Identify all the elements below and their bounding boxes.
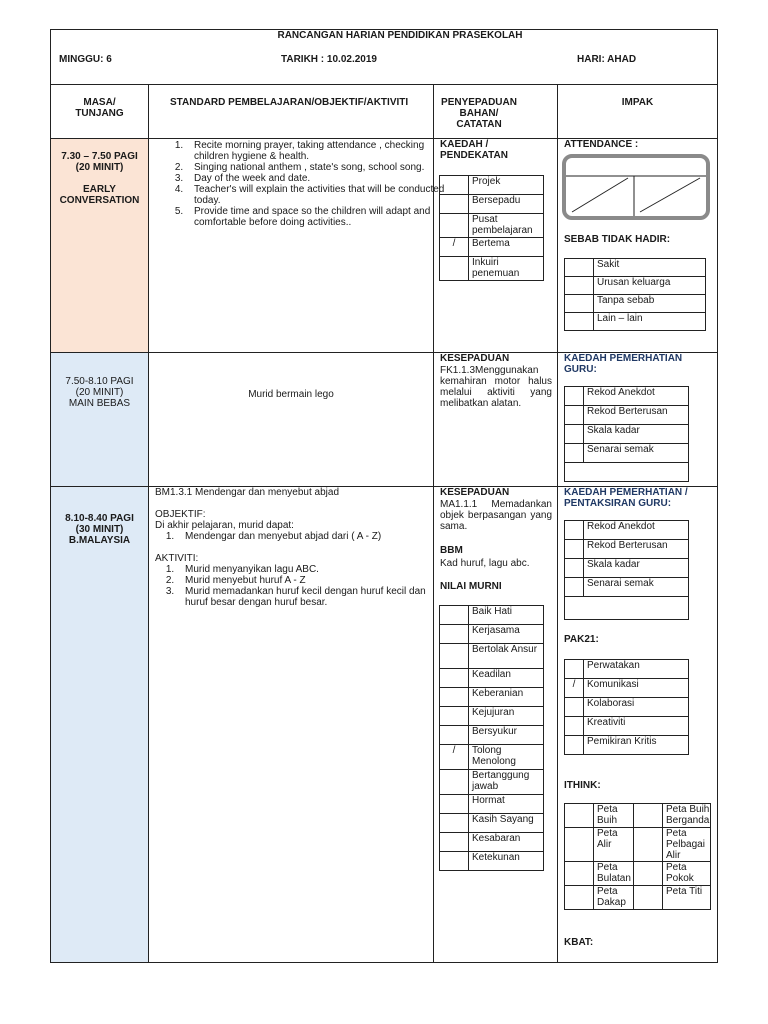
table-cell: Peta Pelbagai Alir (663, 828, 711, 862)
table-cell: Skala kadar (584, 425, 689, 444)
kaedah-pemerhatian-label: KAEDAH PEMERHATIAN GURU: (564, 353, 683, 375)
kbat-label: KBAT: (564, 937, 594, 948)
table-cell: Bertanggung jawab (469, 770, 544, 795)
row1-activity-list (162, 140, 454, 228)
values-table: Baik Hati Kerjasama Bertolak Ansur Keadilan Keberanian Kejujuran Bersyukur / Tolong Menolong Bertanggung jawab Hormat Kasih Sayang Kesabaran Ketekunan (439, 605, 544, 871)
table-cell: Hormat (469, 795, 544, 814)
table-cell: Kejujuran (469, 707, 544, 726)
col-standard-header: STANDARD PEMBELAJARAN/OBJEKTIF/AKTIVITI (170, 97, 409, 108)
table-cell: Peta Buih (594, 804, 634, 828)
row2-time: 7.50-8.10 PAGI (20 MINIT) MAIN BEBAS (65, 376, 134, 409)
table-cell: Rekod Anekdot (584, 387, 689, 406)
row3-time-cell (51, 486, 148, 962)
table-cell: Tolong Menolong (469, 745, 544, 770)
list-item: 1. Murid menyanyikan lagu ABC. (177, 564, 430, 575)
table-cell: Bersepadu (469, 195, 544, 214)
row2-activity: Murid bermain lego (248, 389, 334, 400)
table-cell: Baik Hati (469, 606, 544, 625)
table-cell: Peta Pokok (663, 862, 711, 886)
list-item: 4. Teacher's will explain the activities that will be conducted today. (186, 184, 454, 206)
kaedah-pendekatan-label: KAEDAH / PENDEKATAN (440, 139, 508, 161)
table-cell: Ketekunan (469, 852, 544, 871)
table-cell: Peta Dakap (594, 886, 634, 910)
table-cell: Bersyukur (469, 726, 544, 745)
table-cell: Peta Alir (594, 828, 634, 862)
table-cell: Projek (469, 176, 544, 195)
pak21-table: Perwatakan / Komunikasi Kolaborasi Kreativiti Pemikiran Kritis (564, 659, 689, 755)
page-title: RANCANGAN HARIAN PENDIDIKAN PRASEKOLAH (277, 30, 523, 41)
table-cell: Rekod Berterusan (584, 540, 689, 559)
table-cell: Pemikiran Kritis (584, 736, 689, 755)
row2-time-cell (51, 352, 148, 486)
observation-table (564, 386, 689, 482)
reasons-table (564, 258, 706, 331)
attendance-label: ATTENDANCE : (564, 139, 639, 150)
attendance-box (562, 154, 710, 220)
table-cell: Kesabaran (469, 833, 544, 852)
list-item: 3. Day of the week and date. (186, 173, 454, 184)
row1-time: 7.30 – 7.50 PAGI (20 MINIT) EARLY CONVERSATION (59, 151, 140, 206)
table-cell: Keberanian (469, 688, 544, 707)
table-cell: Keadilan (469, 669, 544, 688)
table-cell: Bertolak Ansur (469, 644, 544, 669)
table-cell: Tanpa sebab (594, 295, 706, 313)
table-cell: Kreativiti (584, 717, 689, 736)
table-cell: Peta Buih Berganda (663, 804, 711, 828)
table-cell: Sakit (594, 259, 706, 277)
list-item: 2. Singing national anthem , state's song, school song. (186, 162, 454, 173)
kaedah-pentaksiran-label: KAEDAH PEMERHATIAN / PENTAKSIRAN GURU: (564, 487, 688, 509)
bbm-text: Kad huruf, lagu abc. (440, 558, 530, 569)
pak21-label: PAK21: (564, 634, 599, 645)
list-item: 2. Murid menyebut huruf A - Z (177, 575, 430, 586)
table-cell: Komunikasi (584, 679, 689, 698)
table-cell: Kolaborasi (584, 698, 689, 717)
col-impak-header: IMPAK (621, 97, 654, 108)
bbm-label: BBM (440, 545, 463, 556)
ithink-label: ITHINK: (564, 780, 601, 791)
nilai-murni-label: NILAI MURNI (440, 581, 502, 592)
row2-kesepaduan-text: FK1.1.3Menggunakan kemahiran motor halus melalui aktiviti yang melibatkan alatan. (440, 365, 552, 409)
list-item: 3. Murid memadankan huruf kecil dengan huruf kecil dan huruf besar dengan huruf besar. (177, 586, 430, 608)
date-label: TARIKH : 10.02.2019 (281, 54, 377, 65)
col-masa-header: MASA/ TUNJANG (75, 97, 124, 119)
table-cell: Kerjasama (469, 625, 544, 644)
list-item: 1. Mendengar dan menyebut abjad dari ( A - Z) (177, 531, 430, 542)
table-cell: Peta Titi (663, 886, 711, 910)
week-label: MINGGU: 6 (59, 54, 112, 65)
list-item: 1. Recite morning prayer, taking attendance , checking children hygiene & health. (186, 140, 454, 162)
table-cell: Inkuiri penemuan (469, 257, 544, 281)
table-cell: Pusat pembelajaran (469, 214, 544, 238)
kesepaduan-label: KESEPADUAN (440, 487, 510, 498)
table-cell: Skala kadar (584, 559, 689, 578)
sebab-label: SEBAB TIDAK HADIR: (564, 234, 671, 245)
methods-table: Projek Bersepadu Pusat pembelajaran / Bertema Inkuiri penemuan (439, 175, 544, 281)
row3-content: BM1.3.1 Mendengar dan menyebut abjad OBJEKTIF: Di akhir pelajaran, murid dapat: 1. Mendengar dan menyebut abjad dari ( A - Z) AKTIVITI: 1. Murid menyanyikan lagu ABC. 2. Murid menyebut huruf A - Z 3. Murid memadankan huruf kecil dengan huruf kecil dan huruf besar dengan huruf besar. (155, 487, 430, 608)
table-cell: Urusan keluarga (594, 277, 706, 295)
table-cell: Peta Bulatan (594, 862, 634, 886)
col-penyepaduan-header: PENYEPADUAN BAHAN/ CATATAN (441, 97, 517, 130)
table-cell: Lain – lain (594, 313, 706, 331)
table-cell: Rekod Anekdot (584, 521, 689, 540)
row3-time: 8.10-8.40 PAGI (30 MINIT) B.MALAYSIA (65, 513, 134, 546)
kesepaduan-label: KESEPADUAN (440, 353, 510, 364)
ithink-table (564, 803, 711, 910)
table-cell: Senarai semak (584, 578, 689, 597)
table-cell: Senarai semak (584, 444, 689, 463)
assessment-table (564, 520, 689, 620)
table-cell: Bertema (469, 238, 544, 257)
row3-kesepaduan-text: MA1.1.1 Memadankan objek berpasangan yang sama. (440, 499, 552, 532)
day-label: HARI: AHAD (577, 54, 637, 65)
table-cell: Perwatakan (584, 660, 689, 679)
table-cell: Kasih Sayang (469, 814, 544, 833)
list-item: 5. Provide time and space so the children will adapt and comfortable before doing activities.. (186, 206, 454, 228)
table-cell: Rekod Berterusan (584, 406, 689, 425)
